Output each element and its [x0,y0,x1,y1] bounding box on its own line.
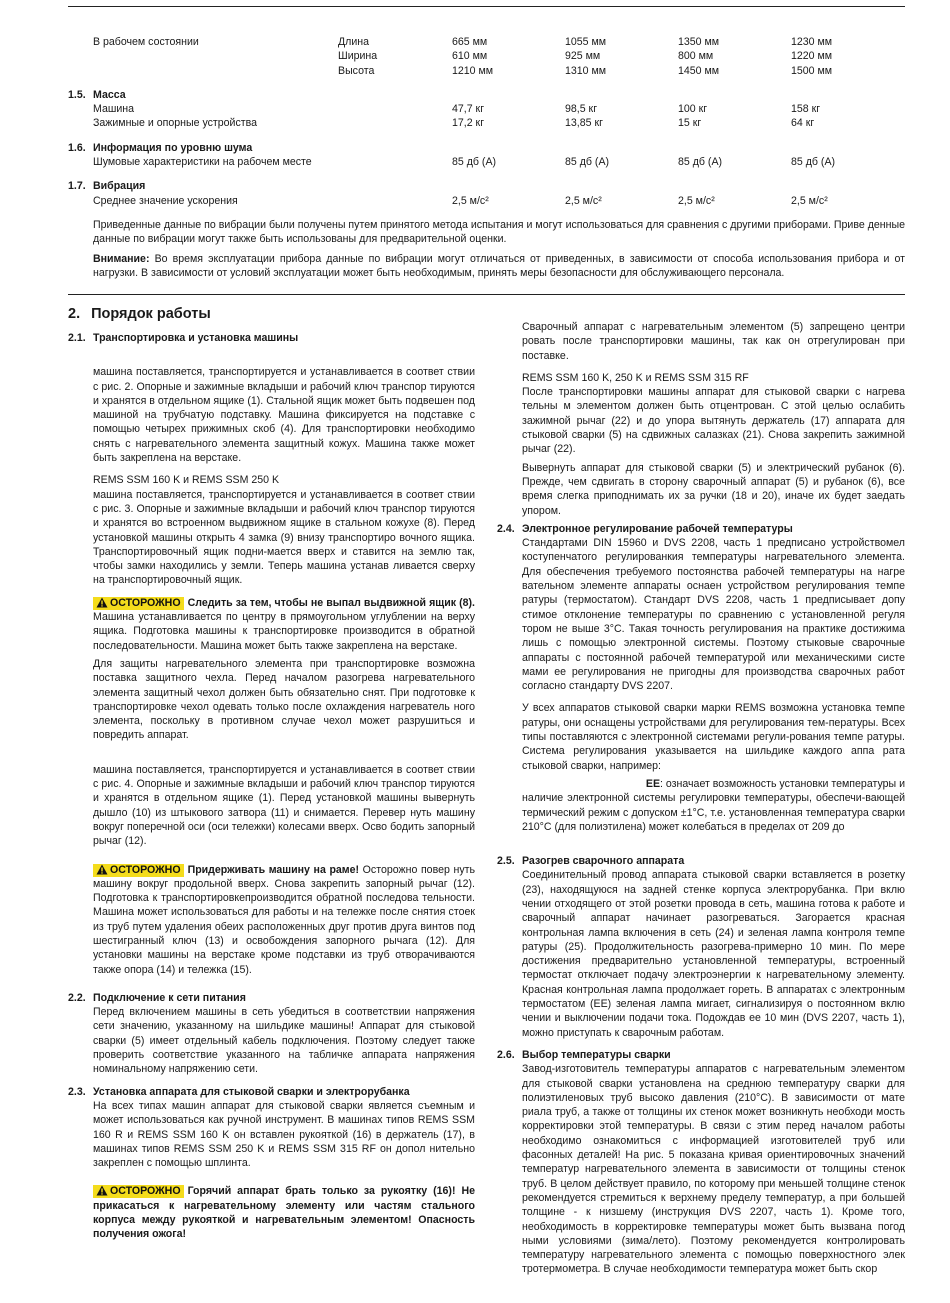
spec-noise-heading: 1.6. Информация по уровню шума [68,141,253,154]
warning-paragraph-2: ОСТОРОЖНО Придерживать машину на раме! Осторожно повер нуть машину вокруг продольной вверх. Снова закрепить запорный рычаг (12). Подготовка к транспортировкепроизводится обратной последова тельности. Машина может использоваться для работы и на тележке после снятия стоек из труб путем удаления обеих расположенных друг против друга винтов под шестигранный ключ (13) и освобождения запорного рычага (12). Для установки машины на верстаке кроме подставки из труб отворачиваются также опора (14) и тележка (15). [93,863,475,976]
section-divider [68,294,905,295]
spec-row-noise: Шумовые характеристики на рабочем месте 85 дб (A) 85 дб (A) 85 дб (A) 85 дб (A) [93,156,836,169]
vibration-note: Приведенные данные по вибрации были получены путем принятого метода испытания и могут использоваться для сравнения с другими приборами. Приве денные данные по вибрации могут также быть использованы для предварительной оценки. [93,219,905,246]
caution-badge: ОСТОРОЖНО [93,1185,184,1198]
section-2-5-heading: 2.5. Разогрев сварочного аппарата [497,855,685,868]
section-2-3-heading: 2.3. Установка аппарата для стыковой сварки и электрорубанка [68,1085,410,1098]
spec-row-width: Ширина 610 мм 925 мм 800 мм 1220 мм [338,50,833,63]
spec-row-mass-clamps: Зажимные и опорные устройства 17,2 кг 13,85 кг 15 кг 64 кг [93,117,815,130]
spec-table [68,35,905,208]
protective-cover-paragraph: Для защиты нагревательного элемента при транспортировке возможна поставка защитного чехла. Перед началом разогрева нагревательного элемента защитный чехол должен быть обязательно снят. При подготовке к транспортировке чехол одевать только после охлаждения нагреватель ного элемента, поскольку в противном случае чехол может разрушиться и повредить аппарат. [93,657,475,742]
installation-paragraph: На всех типах машин аппарат для стыковой сварки является съемным и может использоваться как ручной инструмент. В машинах типов REMS SSM 160 R и REMS SSM 160 K он вставлен рукояткой (16) в держатель (17), в машинах типов REMS SSM 250 K и REMS SSM 315 RF он допол нительно закреплен с помощью шплинта. [93,1099,475,1170]
warning-paragraph-1: ОСТОРОЖНО Следить за тем, чтобы не выпал выдвижной ящик (8). Машина устанавливается по центру в прямоугольном углублении на верху ящика. Подготовка машины к транспортировке производится в обратной последовательности. Машина может быть также закреплена на верстаке. [93,596,475,652]
spec-row-vibration: Среднее значение ускорения 2,5 м/с² 2,5 м/с² 2,5 м/с² 2,5 м/с² [93,194,828,207]
transport-paragraph-1: машина поставляется, транспортируется и устанавливается в соответ ствии с рис. 2. Опорные и зажимные вкладыши и рабочий ключ транспор тируются и хранятся в отдельном ящике (1). Стальной ящик может быть подвешен под машиной на трубчатую подставку. Машина фиксируется на подставке с помощью четырех прижимных скоб (4). Для транспортировки необходимо снять с нагревательного элемента защитный кожух. Машина также может быть закреплена на верстаке. [93,366,475,465]
centering-paragraph-2: После транспортировки машины аппарат для стыковой сварки с нагрева тельны м элементом должен быть отцентрован. С этой целью ослабить зажимной рычаг (22) и до упора вытянуть держатель (17) аппарата для стыковой сварки (5) на сдвижных салазках (21). Снова закрепить зажимной рычаг (22). [522,386,905,456]
spec-row-mass-machine: Машина 47,7 кг 98,5 кг 100 кг 158 кг [93,103,821,116]
temperature-control-paragraph-1: Стандартами DIN 15960 и DVS 2208, часть 1 предписано устройствомел коступенчатого регулированкия температуры нагревательного элемента. Для обеспечения требуемого постоянства рабочей температуры на нагре вательном элементе аппараты оснаен устройством регулирования темпе ратуры (термостатом). Стандарт DVS 2208, часть 1 предписывает допу стимое отклонение температуры по сравнению с установленной регуля тором не выше 3°С. Такая точность регулирования на практике достижима лишь с помощью электронной системы. Поэтому стыковые сварочные аппараты с постоянной рабочей температурой или механическими систе мами ее регулирования не пригодны для производства сварочных работ согласно стандарту DVS 2207. [522,537,905,693]
spec-row-height: Высота 1210 мм 1310 мм 1450 мм 1500 мм [338,64,833,77]
section-2-2-heading: 2.2. Подключение к сети питания [68,991,246,1004]
warning-paragraph-3: ОСТОРОЖНО Горячий аппарат брать только за рукоятку (16)! Не прикасаться к нагревательному элементу или частям стального корпуса между рукояткой и нагревательным элементом! Опасность получения ожога! [93,1185,475,1241]
spec-row-length: В рабочем состоянии Длина 665 мм 1055 мм 1350 мм 1230 мм [93,36,833,48]
left-column [68,331,475,1242]
centering-paragraph: Сварочный аппарат с нагревательным элементом (5) запрещено центри ровать после транспортировки машины, так как он отрегулирован при поставке. [522,321,905,362]
section-2-heading: 2. Порядок работы [68,306,211,322]
power-connection-paragraph: Перед включением машины в сеть убедиться в соответствии напряжения сети значению, указанному на шильдике машины! Аппарат для стыковой сварки (5) имеет отдельный кабель подключения. Поэтому следует также проверить соответствие указанного на табличке аппарата напряжения номинальному напряжению сети. [93,1006,475,1076]
section-2-1-heading: 2.1. Транспортировка и установка машины [68,332,299,344]
working-label: В рабочем состоянии [93,36,199,48]
warning-triangle-icon [96,597,108,608]
swing-out-paragraph: Вывернуть аппарат для стыковой сварки (5) и электрический рубанок (6). Прежде, чем сдвигать в сторону сварочный аппарат (5) и рубанок (6), все время слегка приподнимать их за ручки (18 и 20), иначе их будет заедать упором. [522,461,905,517]
ee-definition-paragraph: наличие электронной системы регулировки температуры, обеспечи-вающей термический режим с допуском ±1°С, т.е. установленная температура сварки 210°С (для полиэтилена) может колебаться в пределах от 209 до [522,792,905,833]
vibration-notes [93,218,905,285]
warning-triangle-icon [96,1185,108,1196]
heating-paragraph: Соединительный провод аппарата стыковой сварки вставляется в розетку (23), находящуюся на задней стенке корпуса электрорубанка. При вклю чении отходящего от этой розетки провода в сеть, машина готова к работе и сварочный аппарат начинает разогреваться. Загорается красная контрольная лампа включения в сеть (24) и зеленая лампа контроля темпе ратуры (25). Продолжительность разогрева-примерно 10 мин. По мере достижения предварительно установленной температуры, встроенный термостат отключает подачу электроэнергии к нагревательному элементу. Красная контрольная лампа продолжает гореть. В аппаратах с электронным термостатом (EE) зеленая лампа мигает, сигнализируя о постоянном вклю чении и выключении подачи тока. Подождав ее 10 мин (DVS 2207, часть 1), можно приступать к сварочным работам. [522,869,905,1039]
transport-paragraph-3: машина поставляется, транспортируется и устанавливается в соответ ствии с рис. 4. Опорные и зажимные вкладыши и рабочий ключ транспор тируются и хранятся в отдельном ящике (1). Перед установкой машины вывернуть дышло (10) из штыкового затвора (11) и снимается. Перевер нуть машину вокруг поперечной оси (оси тележки) колесами вверх. Осво бодить запорный рычаг (12). [93,763,475,848]
temperature-control-paragraph-2: У всех аппаратов стыковой сварки марки REMS возможна установка темпе ратуры, они оснащены устройствами для регулирования тем-пературы. Всех типы поставляются с электронной системами регули-рования темпе ратуры. Система регулирования указывается на шильдике каждого аппа рата стыковой сварки, например: [522,702,905,772]
model-heading-160k-250k: REMS SSM 160 K и REMS SSM 250 K [93,474,280,487]
welding-temperature-paragraph: Завод-изготовитель температуры аппаратов с нагревательным элементом для стыковой сварки установлена на среднюю температуру сварки для полиэтиленовых труб высоко давления (210°С). В зависимости от мате риала труб, а также от толщины их стенок может возникнуть необходи мость корректировки этой температуры. В связи с этим перед началом работы необходимо ознакомиться с информацией изготовителей труб или фасонных деталей! На рис. 5 показана кривая ориентировочных значений температур нагревательного элемента в зависимости от толщины стенок труб. В целом действует правило, по которому при меньшей толщине стенок рекомендуется стремиться к верхнему пределу температур, а при большей толщине - к низшему (инструкция DVS 2207, часть 1). Кроме того, необходимость в корректировке температуры может быть вызвана погод ными условиями (зима/лето). Поэтому рекомендуется контролировать температуру нагревательного элемента с помощью поверхностного элек тротермометра. В случае необходимости температура может быть скор [522,1063,905,1276]
warning-triangle-icon [96,864,108,875]
caution-badge: ОСТОРОЖНО [93,864,184,877]
section-2-6-heading: 2.6. Выбор температуры сварки [497,1048,671,1061]
transport-paragraph-2: машина поставляется, транспортируется и устанавливается в соответ ствии с рис. 3. Опорные и зажимные вкладыши и рабочий ключ транспор тируются и хранятся во встроенном выдвижном ящике в стальном кожухе (8). Перед установкой машины открыть 4 замка (9) внизу транспортиро вочного ящика. Транспортировочный ящик подни-мается вверх и ставится на землю так, чтобы замки находились у земли. Теперь машина устанав ливается сверху на транспортировочный ящик. [93,488,475,587]
top-rule [68,6,905,7]
model-heading-160k-250k-315rf: REMS SSM 160 K, 250 K и REMS SSM 315 RF [522,371,749,384]
vibration-warning-note: Внимание: Во время эксплуатации прибора данные по вибрации могут отличаться от приведенных, в зависимости от способа использования прибора и от нагрузки. В зависимости от условий эксплуатации может быть необходимым, принять меры безопасности для обслуживающего персонала. [93,252,905,279]
section-2-4-heading: 2.4. Электронное регулирование рабочей температуры [497,522,793,535]
spec-vibration-heading: 1.7. Вибрация [68,180,146,193]
spec-mass-heading: 1.5. Масса [68,88,126,101]
caution-badge: ОСТОРОЖНО [93,597,184,610]
ee-definition-line: EE: означает возможность установки температуры и [645,777,905,790]
right-column [497,320,905,1277]
